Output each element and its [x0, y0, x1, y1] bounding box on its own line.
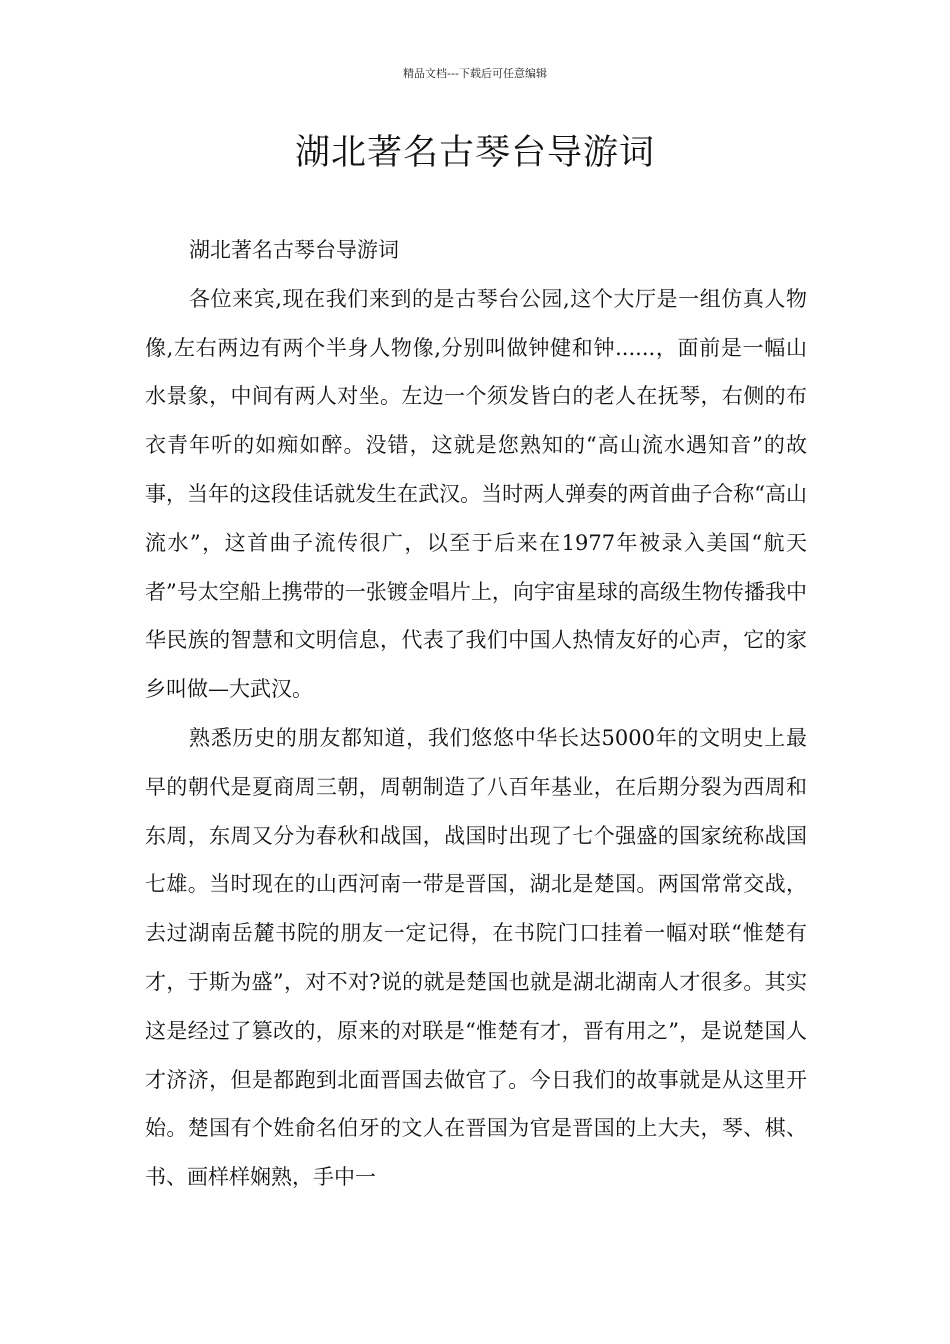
- document-body: [145, 226, 807, 1202]
- body-paragraph: 各位来宾,现在我们来到的是古琴台公园,这个大厅是一组仿真人物像,左右两边有两个半身人物像,分别叫做钟健和钟......，面前是一幅山水景象，中间有两人对坐。左边一个须发皆白的老人在抚琴，右侧的布衣青年听的如痴如醉。没错，这就是您熟知的“高山流水遇知音”的故事，当年的这段佳话就发生在武汉。当时两人弹奏的两首曲子合称“高山流水”，这首曲子流传很广，以至于后来在1977年被录入美国“航天者”号太空船上携带的一张镀金唱片上，向宇宙星球的高级生物传播我中华民族的智慧和文明信息，代表了我们中国人热情友好的心声，它的家乡叫做—大武汉。: [145, 286, 807, 702]
- header-note: 精品文档---下载后可任意编辑: [403, 67, 547, 80]
- subtitle-paragraph: 湖北著名古琴台导游词: [189, 238, 399, 262]
- document-title: 湖北著名古琴台导游词: [294, 133, 655, 173]
- body-paragraph: 熟悉历史的朋友都知道，我们悠悠中华长达5000年的文明史上最早的朝代是夏商周三朝，周朝制造了八百年基业，在后期分裂为西周和东周，东周又分为春秋和战国，战国时出现了七个强盛的国家统称战国七雄。当时现在的山西河南一带是晋国，湖北是楚国。两国常常交战，去过湖南岳麓书院的朋友一定记得，在书院门口挂着一幅对联“惟楚有才，于斯为盛”，对不对?说的就是楚国也就是湖北湖南人才很多。其实这是经过了篡改的，原来的对联是“惟楚有才，晋有用之”，是说楚国人才济济，但是都跑到北面晋国去做官了。今日我们的故事就是从这里开始。楚国有个姓俞名伯牙的文人在晋国为官是晋国的上大夫，琴、棋、书、画样样娴熟，手中一: [145, 725, 807, 1190]
